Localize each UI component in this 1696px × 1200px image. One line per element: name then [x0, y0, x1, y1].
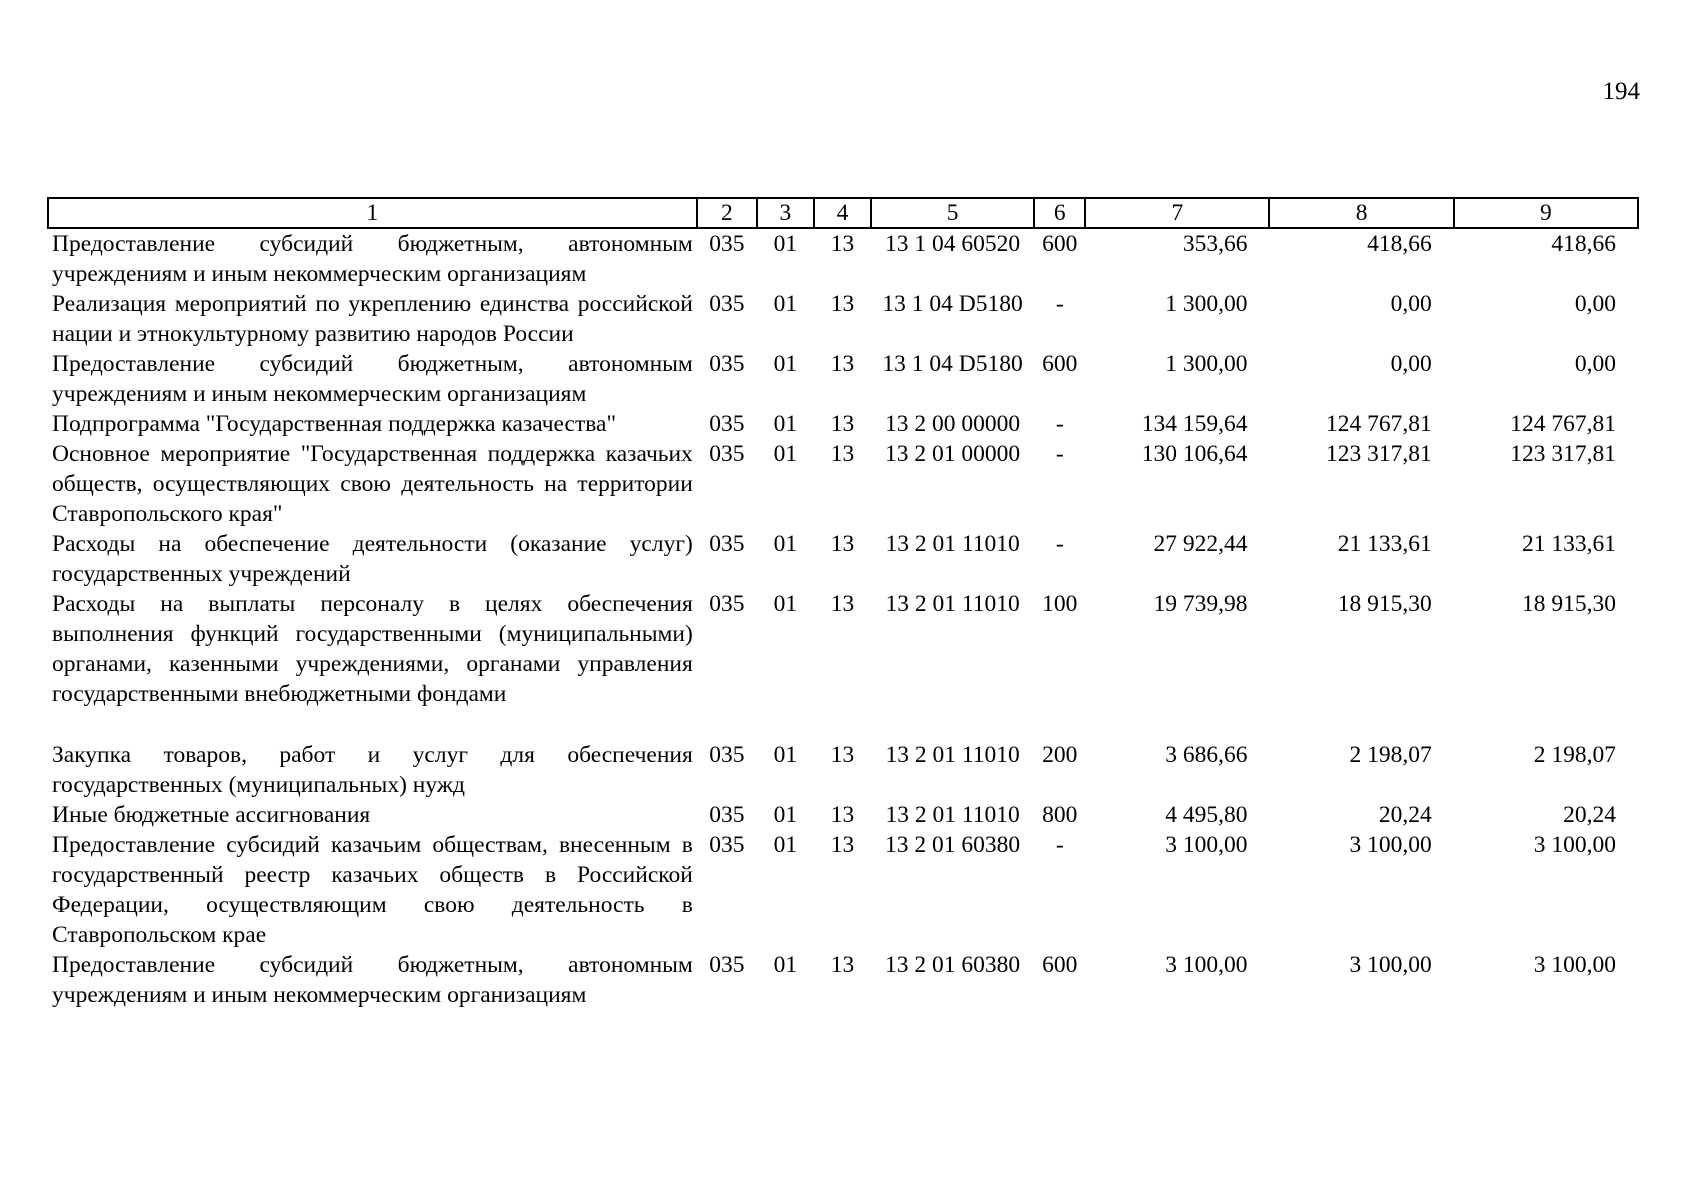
subsection-code: 13: [830, 742, 855, 768]
row-description: Предоставление субсидий бюджетным, автономным учреждениям и иным некоммерческим организациям: [52, 231, 693, 287]
table-row: [48, 529, 1638, 589]
target-article-code: 13 1 04 D5180: [882, 291, 1023, 317]
target-article-code: 13 2 01 60380: [885, 952, 1021, 978]
page-number: 194: [1602, 78, 1640, 105]
header-row: [48, 198, 1638, 228]
amount-col-7: 3 100,00: [1165, 832, 1248, 858]
section-code: 01: [773, 441, 798, 467]
expense-type-code: -: [1055, 832, 1064, 858]
target-article-code: 13 2 01 60380: [885, 832, 1021, 858]
amount-col-9: 123 317,81: [1510, 441, 1616, 467]
amount-col-7: 3 100,00: [1165, 952, 1248, 978]
section-code: 01: [773, 832, 798, 858]
amount-col-9: 2 198,07: [1533, 742, 1616, 768]
amount-col-9: 3 100,00: [1533, 952, 1616, 978]
amount-col-7: 4 495,80: [1165, 802, 1248, 828]
subsection-code: 13: [830, 952, 855, 978]
target-article-code: 13 2 00 00000: [885, 411, 1021, 437]
header-col-5: 5: [871, 198, 1034, 228]
section-code: 01: [773, 591, 798, 617]
target-article-code: 13 2 01 11010: [885, 742, 1020, 768]
table-row: [48, 740, 1638, 800]
amount-col-8: 124 767,81: [1325, 411, 1432, 437]
amount-col-8: 0,00: [1390, 351, 1432, 377]
subsection-code: 13: [830, 351, 855, 377]
expense-type-code: 600: [1042, 952, 1078, 978]
ministry-code: 035: [709, 231, 745, 257]
table-row: [48, 289, 1638, 349]
ministry-code: 035: [709, 591, 745, 617]
subsection-code: 13: [830, 291, 855, 317]
header-col-3: 3: [757, 198, 814, 228]
expense-type-code: -: [1055, 411, 1064, 437]
amount-col-8: 2 198,07: [1349, 742, 1432, 768]
table-row: [48, 950, 1638, 1010]
header-col-6: 6: [1034, 198, 1085, 228]
row-description: Закупка товаров, работ и услуг для обеспечения государственных (муниципальных) нужд: [52, 742, 693, 798]
section-code: 01: [773, 411, 798, 437]
expense-type-code: -: [1055, 531, 1064, 557]
section-code: 01: [773, 231, 798, 257]
row-description: Предоставление субсидий бюджетным, автономным учреждениям и иным некоммерческим организациям: [52, 952, 693, 1008]
amount-col-9: 418,66: [1551, 231, 1616, 257]
row-description: Подпрограмма "Государственная поддержка казачества": [52, 411, 617, 437]
subsection-code: 13: [830, 441, 855, 467]
section-code: 01: [773, 742, 798, 768]
table-row: [48, 800, 1638, 830]
amount-col-9: 21 133,61: [1522, 531, 1616, 557]
target-article-code: 13 2 01 11010: [885, 591, 1020, 617]
expense-type-code: 100: [1042, 591, 1078, 617]
target-article-code: 13 1 04 D5180: [882, 351, 1023, 377]
ministry-code: 035: [709, 351, 745, 377]
budget-table: [47, 197, 1639, 1010]
subsection-code: 13: [830, 832, 855, 858]
amount-col-9: 18 915,30: [1522, 591, 1616, 617]
amount-col-9: 20,24: [1563, 802, 1616, 828]
amount-col-7: 353,66: [1182, 231, 1248, 257]
amount-col-8: 20,24: [1378, 802, 1432, 828]
amount-col-7: 1 300,00: [1165, 291, 1248, 317]
target-article-code: 13 2 01 11010: [885, 531, 1020, 557]
expense-type-code: -: [1055, 441, 1064, 467]
ministry-code: 035: [709, 742, 745, 768]
amount-col-7: 1 300,00: [1165, 351, 1248, 377]
amount-col-7: 27 922,44: [1153, 531, 1248, 557]
amount-col-8: 418,66: [1367, 231, 1432, 257]
amount-col-8: 3 100,00: [1349, 832, 1432, 858]
row-description: Реализация мероприятий по укреплению единства российской нации и этнокультурному развитию народов России: [52, 291, 693, 347]
amount-col-8: 0,00: [1390, 291, 1432, 317]
expense-type-code: 800: [1042, 802, 1078, 828]
amount-col-7: 134 159,64: [1141, 411, 1248, 437]
row-description: Предоставление субсидий бюджетным, автономным учреждениям и иным некоммерческим организациям: [52, 351, 693, 407]
amount-col-9: 3 100,00: [1533, 832, 1616, 858]
subsection-code: 13: [830, 591, 855, 617]
amount-col-8: 18 915,30: [1337, 591, 1432, 617]
target-article-code: 13 1 04 60520: [885, 231, 1021, 257]
ministry-code: 035: [709, 952, 745, 978]
table-row: [48, 228, 1638, 289]
amount-col-7: 3 686,66: [1165, 742, 1248, 768]
table-row: [48, 439, 1638, 529]
header-col-2: 2: [697, 198, 757, 228]
expense-type-code: 600: [1042, 351, 1078, 377]
expense-type-code: 600: [1042, 231, 1078, 257]
ministry-code: 035: [709, 531, 745, 557]
section-code: 01: [773, 531, 798, 557]
header-col-9: 9: [1454, 198, 1638, 228]
row-description: Расходы на выплаты персоналу в целях обеспечения выполнения функций государственными (муниципальными) органами, казенными учреждениями, органами управления государственными внебюджетными фондами: [52, 591, 693, 707]
header-col-7: 7: [1085, 198, 1269, 228]
section-code: 01: [773, 802, 798, 828]
ministry-code: 035: [709, 441, 745, 467]
table-row: [48, 409, 1638, 439]
amount-col-8: 3 100,00: [1349, 952, 1432, 978]
section-code: 01: [773, 291, 798, 317]
target-article-code: 13 2 01 11010: [885, 802, 1020, 828]
amount-col-8: 21 133,61: [1337, 531, 1432, 557]
amount-col-9: 0,00: [1574, 351, 1616, 377]
amount-col-9: 124 767,81: [1510, 411, 1616, 437]
subsection-code: 13: [830, 411, 855, 437]
table-row: [48, 830, 1638, 950]
row-description: Расходы на обеспечение деятельности (оказание услуг) государственных учреждений: [52, 531, 693, 587]
ministry-code: 035: [709, 802, 745, 828]
subsection-code: 13: [830, 531, 855, 557]
section-code: 01: [773, 952, 798, 978]
amount-col-7: 19 739,98: [1153, 591, 1248, 617]
header-col-8: 8: [1269, 198, 1453, 228]
expense-type-code: 200: [1042, 742, 1078, 768]
amount-col-9: 0,00: [1574, 291, 1616, 317]
subsection-code: 13: [830, 802, 855, 828]
header-col-4: 4: [814, 198, 871, 228]
row-description: Основное мероприятие "Государственная поддержка казачьих обществ, осуществляющих свою деятельность на территории Ставропольского края": [52, 441, 693, 527]
target-article-code: 13 2 01 00000: [885, 441, 1021, 467]
expense-type-code: -: [1055, 291, 1064, 317]
table-row: [48, 349, 1638, 409]
row-description: Иные бюджетные ассигнования: [52, 802, 371, 828]
subsection-code: 13: [830, 231, 855, 257]
row-description: Предоставление субсидий казачьим обществам, внесенным в государственный реестр казачьих обществ в Российской Федерации, осуществляющим свою деятельность в Ставропольском крае: [52, 832, 693, 948]
ministry-code: 035: [709, 291, 745, 317]
ministry-code: 035: [709, 832, 745, 858]
table-row: [48, 589, 1638, 740]
amount-col-7: 130 106,64: [1141, 441, 1248, 467]
amount-col-8: 123 317,81: [1325, 441, 1432, 467]
section-code: 01: [773, 351, 798, 377]
ministry-code: 035: [709, 411, 745, 437]
header-col-1: 1: [48, 198, 697, 228]
